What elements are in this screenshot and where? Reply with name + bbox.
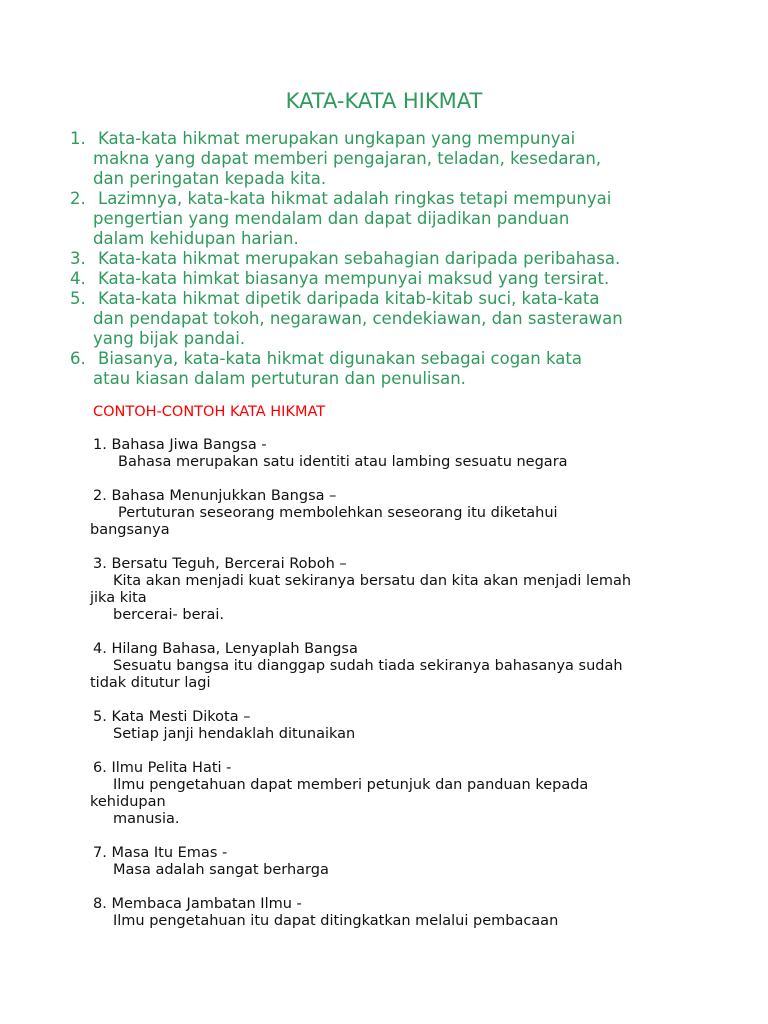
item-line: Kata-kata hikmat merupakan sebahagian daripada peribahasa. — [98, 249, 621, 268]
definition-item — [70, 129, 710, 189]
example-meaning: jika kita — [90, 590, 147, 606]
example-item — [90, 556, 693, 624]
item-line: dan pendapat tokoh, negarawan, cendekiawan, dan sasterawan — [93, 309, 623, 328]
item-number: 2. — [70, 189, 86, 208]
definition-item — [70, 189, 710, 249]
example-proverb: 7. Masa Itu Emas - — [93, 845, 228, 861]
item-line: Kata-kata himkat biasanya mempunyai maksud yang tersirat. — [98, 269, 610, 288]
item-line: Kata-kata hikmat dipetik daripada kitab-kitab suci, kata-kata — [98, 289, 600, 308]
example-proverb: 4. Hilang Bahasa, Lenyaplah Bangsa — [93, 641, 358, 657]
item-line: pengertian yang mendalam dan dapat dijadikan panduan — [93, 209, 570, 228]
item-line: Kata-kata hikmat merupakan ungkapan yang mempunyai — [98, 129, 576, 148]
example-meaning: kehidupan — [90, 794, 166, 810]
example-meaning: Ilmu pengetahuan dapat memberi petunjuk dan panduan kepada — [113, 777, 589, 793]
example-proverb: 1. Bahasa Jiwa Bangsa - — [93, 437, 267, 453]
page-title: KATA-KATA HIKMAT — [285, 89, 483, 113]
item-line: Lazimnya, kata-kata hikmat adalah ringkas tetapi mempunyai — [98, 189, 612, 208]
item-number: 1. — [70, 129, 86, 148]
example-meaning: Masa adalah sangat berharga — [113, 862, 329, 878]
item-number: 3. — [70, 249, 86, 268]
item-line: yang bijak pandai. — [93, 329, 246, 348]
example-proverb: 8. Membaca Jambatan Ilmu - — [93, 896, 302, 912]
item-line: atau kiasan dalam pertuturan dan penulisan. — [93, 369, 466, 388]
item-number: 6. — [70, 349, 86, 368]
example-meaning: Kita akan menjadi kuat sekiranya bersatu dan kita akan menjadi lemah — [113, 573, 632, 589]
item-line: makna yang dapat memberi pengajaran, teladan, kesedaran, — [93, 149, 602, 168]
example-item — [90, 760, 693, 828]
definition-item — [70, 269, 710, 289]
examples-list — [90, 437, 693, 947]
example-proverb: 5. Kata Mesti Dikota – — [93, 709, 251, 725]
example-item — [93, 709, 693, 743]
example-item — [90, 488, 693, 539]
example-proverb: 6. Ilmu Pelita Hati - — [93, 760, 232, 776]
example-item — [93, 437, 693, 471]
examples-heading: CONTOH-CONTOH KATA HIKMAT — [93, 404, 326, 420]
example-proverb: 2. Bahasa Menunjukkan Bangsa – — [93, 488, 337, 504]
example-item — [93, 896, 693, 930]
example-meaning: Setiap janji hendaklah ditunaikan — [113, 726, 356, 742]
definition-item — [70, 249, 710, 269]
example-meaning: Sesuatu bangsa itu dianggap sudah tiada sekiranya bahasanya sudah — [113, 658, 623, 674]
example-meaning: Ilmu pengetahuan itu dapat ditingkatkan melalui pembacaan — [113, 913, 559, 929]
definition-list — [70, 129, 710, 389]
item-number: 4. — [70, 269, 86, 288]
item-line: dan peringatan kepada kita. — [93, 169, 327, 188]
example-meaning: Bahasa merupakan satu identiti atau lambing sesuatu negara — [118, 454, 568, 470]
item-line: dalam kehidupan harian. — [93, 229, 299, 248]
item-line: Biasanya, kata-kata hikmat digunakan sebagai cogan kata — [98, 349, 582, 368]
example-item — [93, 845, 693, 879]
definition-item — [70, 349, 710, 389]
example-meaning: tidak ditutur lagi — [90, 675, 211, 691]
definition-item — [70, 289, 710, 349]
example-meaning: Pertuturan seseorang membolehkan seseorang itu diketahui — [118, 505, 558, 521]
example-meaning: bangsanya — [90, 522, 170, 538]
example-item — [90, 641, 693, 692]
item-number: 5. — [70, 289, 86, 308]
example-meaning: manusia. — [113, 811, 180, 827]
example-proverb: 3. Bersatu Teguh, Bercerai Roboh – — [93, 556, 347, 572]
example-meaning: bercerai- berai. — [113, 607, 224, 623]
